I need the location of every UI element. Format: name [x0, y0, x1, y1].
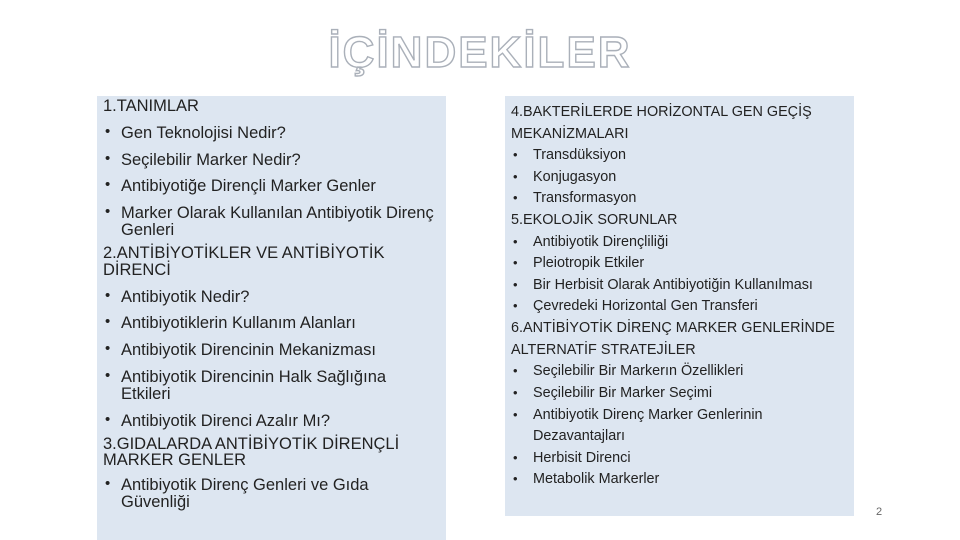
toc-item: • Antibiyotik Direncinin Halk Sağlığına Etkileri: [103, 369, 440, 403]
toc-item: • Bir Herbisit Olarak Antibiyotiğin Kullanılması: [511, 275, 848, 297]
toc-left-panel: [97, 96, 446, 540]
section-5-list: [511, 232, 848, 318]
section-heading-5: 5.EKOLOJİK SORUNLAR: [511, 212, 678, 229]
toc-item: • Transformasyon: [511, 188, 848, 210]
toc-item: • Konjugasyon: [511, 167, 848, 189]
toc-item: • Metabolik Markerler: [511, 469, 848, 491]
section-3-list: [103, 477, 440, 511]
toc-item: • Transdüksiyon: [511, 145, 848, 167]
section-6-list: [511, 361, 848, 491]
toc-item: • Çevredeki Horizontal Gen Transferi: [511, 296, 848, 318]
toc-item: • Antibiyotiğe Dirençli Marker Genler: [103, 178, 440, 195]
toc-item: • Antibiyotiklerin Kullanım Alanları: [103, 315, 440, 332]
toc-item: • Marker Olarak Kullanılan Antibiyotik Direnç Genleri: [103, 205, 440, 239]
section-heading-1: 1.TANIMLAR: [103, 97, 199, 115]
section-heading-6: 6.ANTİBİYOTİK DİRENÇ MARKER GENLERİNDE ALTERNATİF STRATEJİLER: [511, 320, 835, 358]
section-heading-4: 4.BAKTERİLERDE HORİZONTAL GEN GEÇİŞ MEKANİZMALARI: [511, 104, 812, 142]
page-title: İÇİNDEKİLER: [328, 28, 632, 77]
toc-item: • Antibiyotik Direnç Genleri ve Gıda Güvenliği: [103, 477, 440, 511]
section-heading-3: 3.GIDALARDA ANTİBİYOTİK DİRENÇLİ MARKER GENLER: [103, 434, 400, 470]
page-number: 2: [876, 506, 883, 518]
toc-item: • Gen Teknolojisi Nedir?: [103, 125, 440, 142]
section-heading-2: 2.ANTİBİYOTİKLER VE ANTİBİYOTİK DİRENCİ: [103, 243, 385, 279]
toc-item: • Seçilebilir Bir Marker Seçimi: [511, 383, 848, 405]
section-4-list: [511, 145, 848, 210]
toc-item: • Pleiotropik Etkiler: [511, 253, 848, 275]
section-1-list: [103, 125, 440, 239]
toc-item: • Antibiyotik Nedir?: [103, 289, 440, 306]
toc-item: • Antibiyotik Dirençliliği: [511, 232, 848, 254]
toc-item: • Antibiyotik Direnci Azalır Mı?: [103, 413, 440, 430]
toc-item: • Antibiyotik Direncinin Mekanizması: [103, 342, 440, 359]
toc-item: • Seçilebilir Marker Nedir?: [103, 152, 440, 169]
toc-item: • Herbisit Direnci: [511, 448, 848, 470]
toc-right-panel: [505, 96, 854, 516]
toc-item: • Antibiyotik Direnç Marker Genlerinin Dezavantajları: [511, 405, 848, 448]
toc-item: • Seçilebilir Bir Markerın Özellikleri: [511, 361, 848, 383]
section-2-list: [103, 289, 440, 430]
